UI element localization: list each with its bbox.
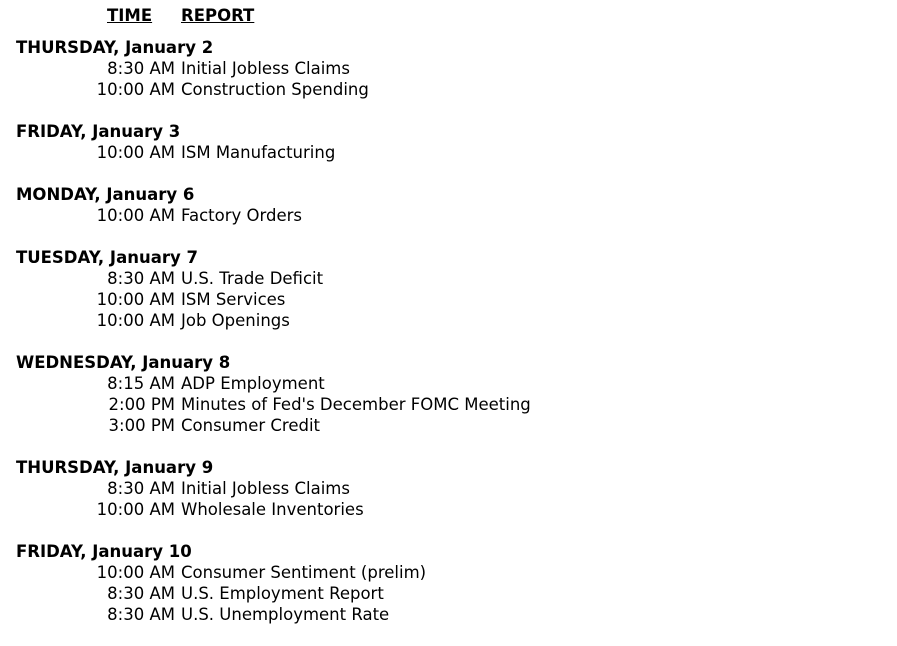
day-group (0, 184, 897, 226)
event-report: Initial Jobless Claims (181, 59, 350, 78)
event-time: 10:00 AM (96, 143, 175, 162)
event-report: ISM Manufacturing (181, 143, 336, 162)
event-report: U.S. Employment Report (181, 584, 384, 603)
event-time: 8:30 AM (107, 59, 175, 78)
event-report: U.S. Trade Deficit (181, 269, 324, 288)
event-report: Minutes of Fed's December FOMC Meeting (181, 395, 531, 414)
event-report: U.S. Unemployment Rate (181, 605, 390, 624)
day-group (0, 541, 897, 625)
day-group (0, 352, 897, 436)
event-time: 10:00 AM (96, 311, 175, 330)
event-time: 2:00 PM (108, 395, 175, 414)
schedule-list (0, 37, 897, 646)
event-time: 8:15 AM (107, 374, 175, 393)
event-time: 10:00 AM (96, 563, 175, 582)
event-row (0, 289, 897, 310)
event-row (0, 583, 897, 604)
day-group (0, 121, 897, 163)
day-group (0, 247, 897, 331)
time-column-header: TIME (107, 6, 153, 25)
event-report: Job Openings (181, 311, 290, 330)
event-time: 10:00 AM (96, 80, 175, 99)
event-time: 8:30 AM (107, 479, 175, 498)
day-title: TUESDAY, January 7 (16, 248, 198, 267)
day-group (0, 37, 897, 100)
event-report: ADP Employment (181, 374, 325, 393)
event-row (0, 394, 897, 415)
day-title: THURSDAY, January 9 (16, 458, 214, 477)
event-report: Consumer Credit (181, 416, 321, 435)
event-row (0, 268, 897, 289)
event-row (0, 415, 897, 436)
event-report: ISM Services (181, 290, 286, 309)
event-report: Initial Jobless Claims (181, 479, 350, 498)
event-report: Consumer Sentiment (prelim) (181, 563, 427, 582)
event-row (0, 310, 897, 331)
day-title: FRIDAY, January 3 (16, 122, 181, 141)
event-time: 8:30 AM (107, 269, 175, 288)
event-row (0, 562, 897, 583)
event-time: 3:00 PM (108, 416, 175, 435)
event-time: 8:30 AM (107, 605, 175, 624)
event-row (0, 205, 897, 226)
event-report: Wholesale Inventories (181, 500, 364, 519)
event-time: 8:30 AM (107, 584, 175, 603)
event-time: 10:00 AM (96, 206, 175, 225)
event-time: 10:00 AM (96, 500, 175, 519)
event-row (0, 58, 897, 79)
event-row (0, 604, 897, 625)
day-title: WEDNESDAY, January 8 (16, 353, 231, 372)
report-column-header: REPORT (181, 6, 255, 25)
day-title: MONDAY, January 6 (16, 185, 195, 204)
event-row (0, 79, 897, 100)
event-report: Factory Orders (181, 206, 303, 225)
day-group (0, 457, 897, 520)
event-row (0, 142, 897, 163)
event-row (0, 499, 897, 520)
event-report: Construction Spending (181, 80, 369, 99)
day-title: FRIDAY, January 10 (16, 542, 192, 561)
event-time: 10:00 AM (96, 290, 175, 309)
day-title: THURSDAY, January 2 (16, 38, 214, 57)
event-row (0, 373, 897, 394)
event-row (0, 478, 897, 499)
